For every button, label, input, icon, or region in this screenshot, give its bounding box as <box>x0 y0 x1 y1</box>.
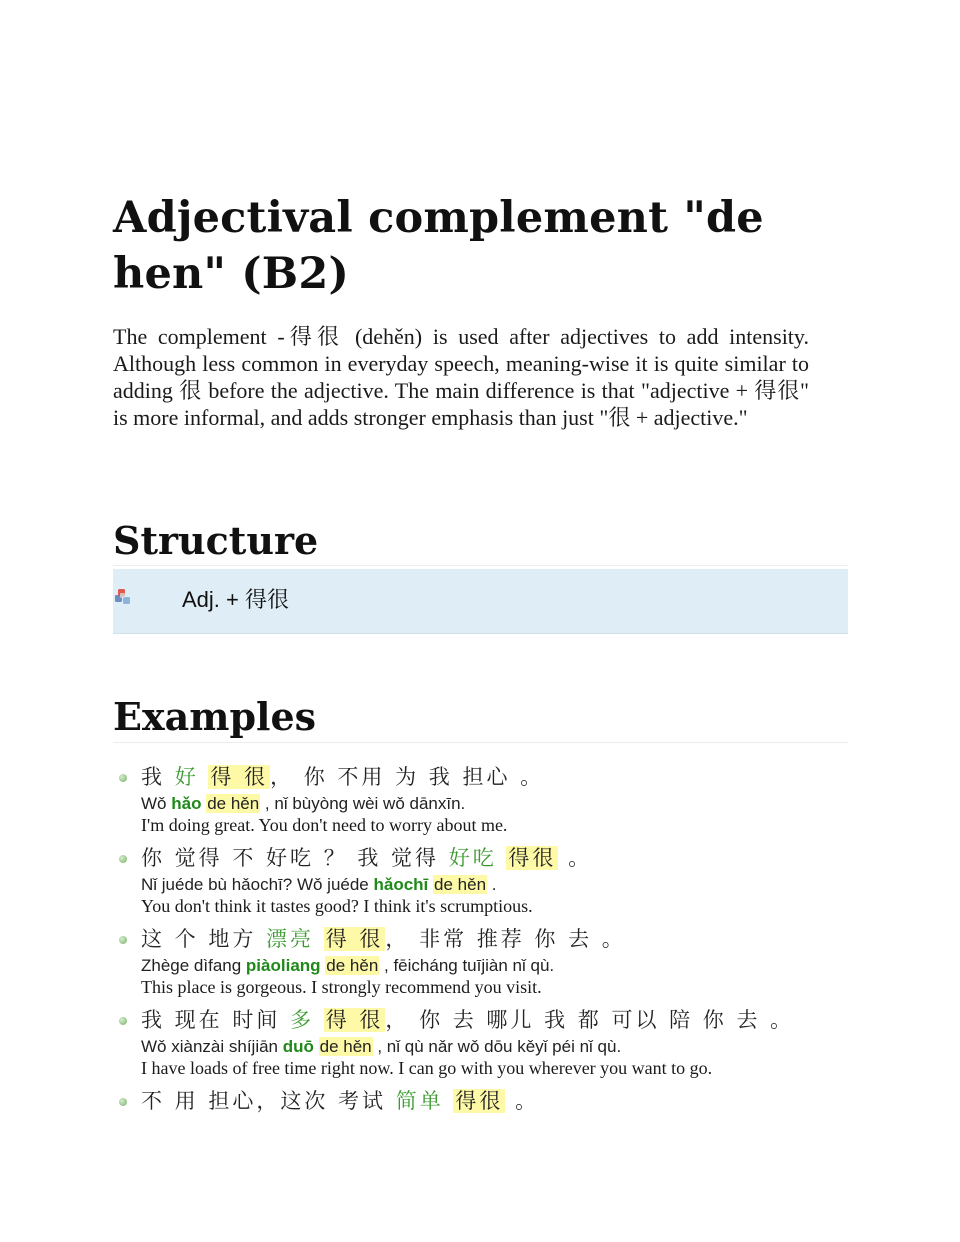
example-item <box>113 762 848 843</box>
example-chinese: 不 用 担心，这次 考试 简单 得很 。 <box>141 1089 540 1113</box>
examples-divider <box>113 742 848 743</box>
structure-formula: Adj. + 得很 <box>182 587 289 612</box>
example-pinyin: Wǒ hǎo de hěn , nǐ bùyòng wèi wǒ dānxīn. <box>141 794 466 813</box>
bullet-icon <box>119 855 127 863</box>
example-chinese: 这 个 地方 漂亮 得 很， 非常 推荐 你 去 。 <box>141 927 626 951</box>
bullet-icon <box>119 1098 127 1106</box>
intro-paragraph: The complement -得很 (dehěn) is used after adjectives to add intensity. Although less common in everyday speech, meaning-wise it is quite similar to adding 很 before the adjective. The main difference is that "adjective + 得很" is more informal, and adds stronger emphasis than just "很 + adjective." <box>113 324 809 430</box>
adjective-highlight: 多 <box>290 1008 315 1032</box>
bullet-icon <box>119 936 127 944</box>
adjective-highlight: 简单 <box>395 1089 444 1113</box>
structure-divider <box>113 565 848 566</box>
dehen-highlight: 得很 <box>508 846 557 870</box>
example-chinese: 我 现在 时间 多 得 很， 你 去 哪儿 我 都 可以 陪 你 去 。 <box>141 1008 795 1032</box>
example-chinese: 你 觉得 不 好吃 ？ 我 觉得 好吃 得很 。 <box>141 846 593 870</box>
adjective-highlight: 好 <box>174 765 199 789</box>
structure-heading: Structure <box>113 518 319 563</box>
dehen-highlight: 得很 <box>455 1089 504 1113</box>
blocks-icon <box>113 587 133 607</box>
dehen-highlight: 得 很 <box>210 765 269 789</box>
example-chinese: 我 好 得 很， 你 不用 为 我 担心 。 <box>141 765 545 789</box>
example-pinyin: Wǒ xiànzài shíjiān duō de hěn , nǐ qù nǎr wǒ dōu kěyǐ péi nǐ qù. <box>141 1037 622 1056</box>
example-item <box>113 1005 848 1086</box>
dehen-highlight: 得 很 <box>325 1008 384 1032</box>
example-translation: I have loads of free time right now. I can go with you wherever you want to go. <box>141 1058 713 1078</box>
adjective-highlight: 漂亮 <box>266 927 315 951</box>
examples-heading: Examples <box>113 694 317 739</box>
example-pinyin: Zhège dìfang piàoliang de hěn , fēicháng tuījiàn nǐ qù. <box>141 956 555 975</box>
structure-box <box>113 569 848 634</box>
examples-list <box>113 762 848 1167</box>
bullet-icon <box>119 774 127 782</box>
example-translation: I'm doing great. You don't need to worry about me. <box>141 815 508 835</box>
example-pinyin: Nǐ juéde bù hǎochī? Wǒ juéde hǎochī de hěn . <box>141 875 497 894</box>
page-title: Adjectival complement "de hen" (B2) <box>113 193 764 299</box>
bullet-icon <box>119 1017 127 1025</box>
example-item <box>113 924 848 1005</box>
dehen-highlight: 得 很 <box>325 927 384 951</box>
example-translation: This place is gorgeous. I strongly recommend you visit. <box>141 977 542 997</box>
example-item <box>113 843 848 924</box>
example-item <box>113 1086 848 1167</box>
example-translation: You don't think it tastes good? I think it's scrumptious. <box>141 896 533 916</box>
adjective-highlight: 好吃 <box>448 846 497 870</box>
